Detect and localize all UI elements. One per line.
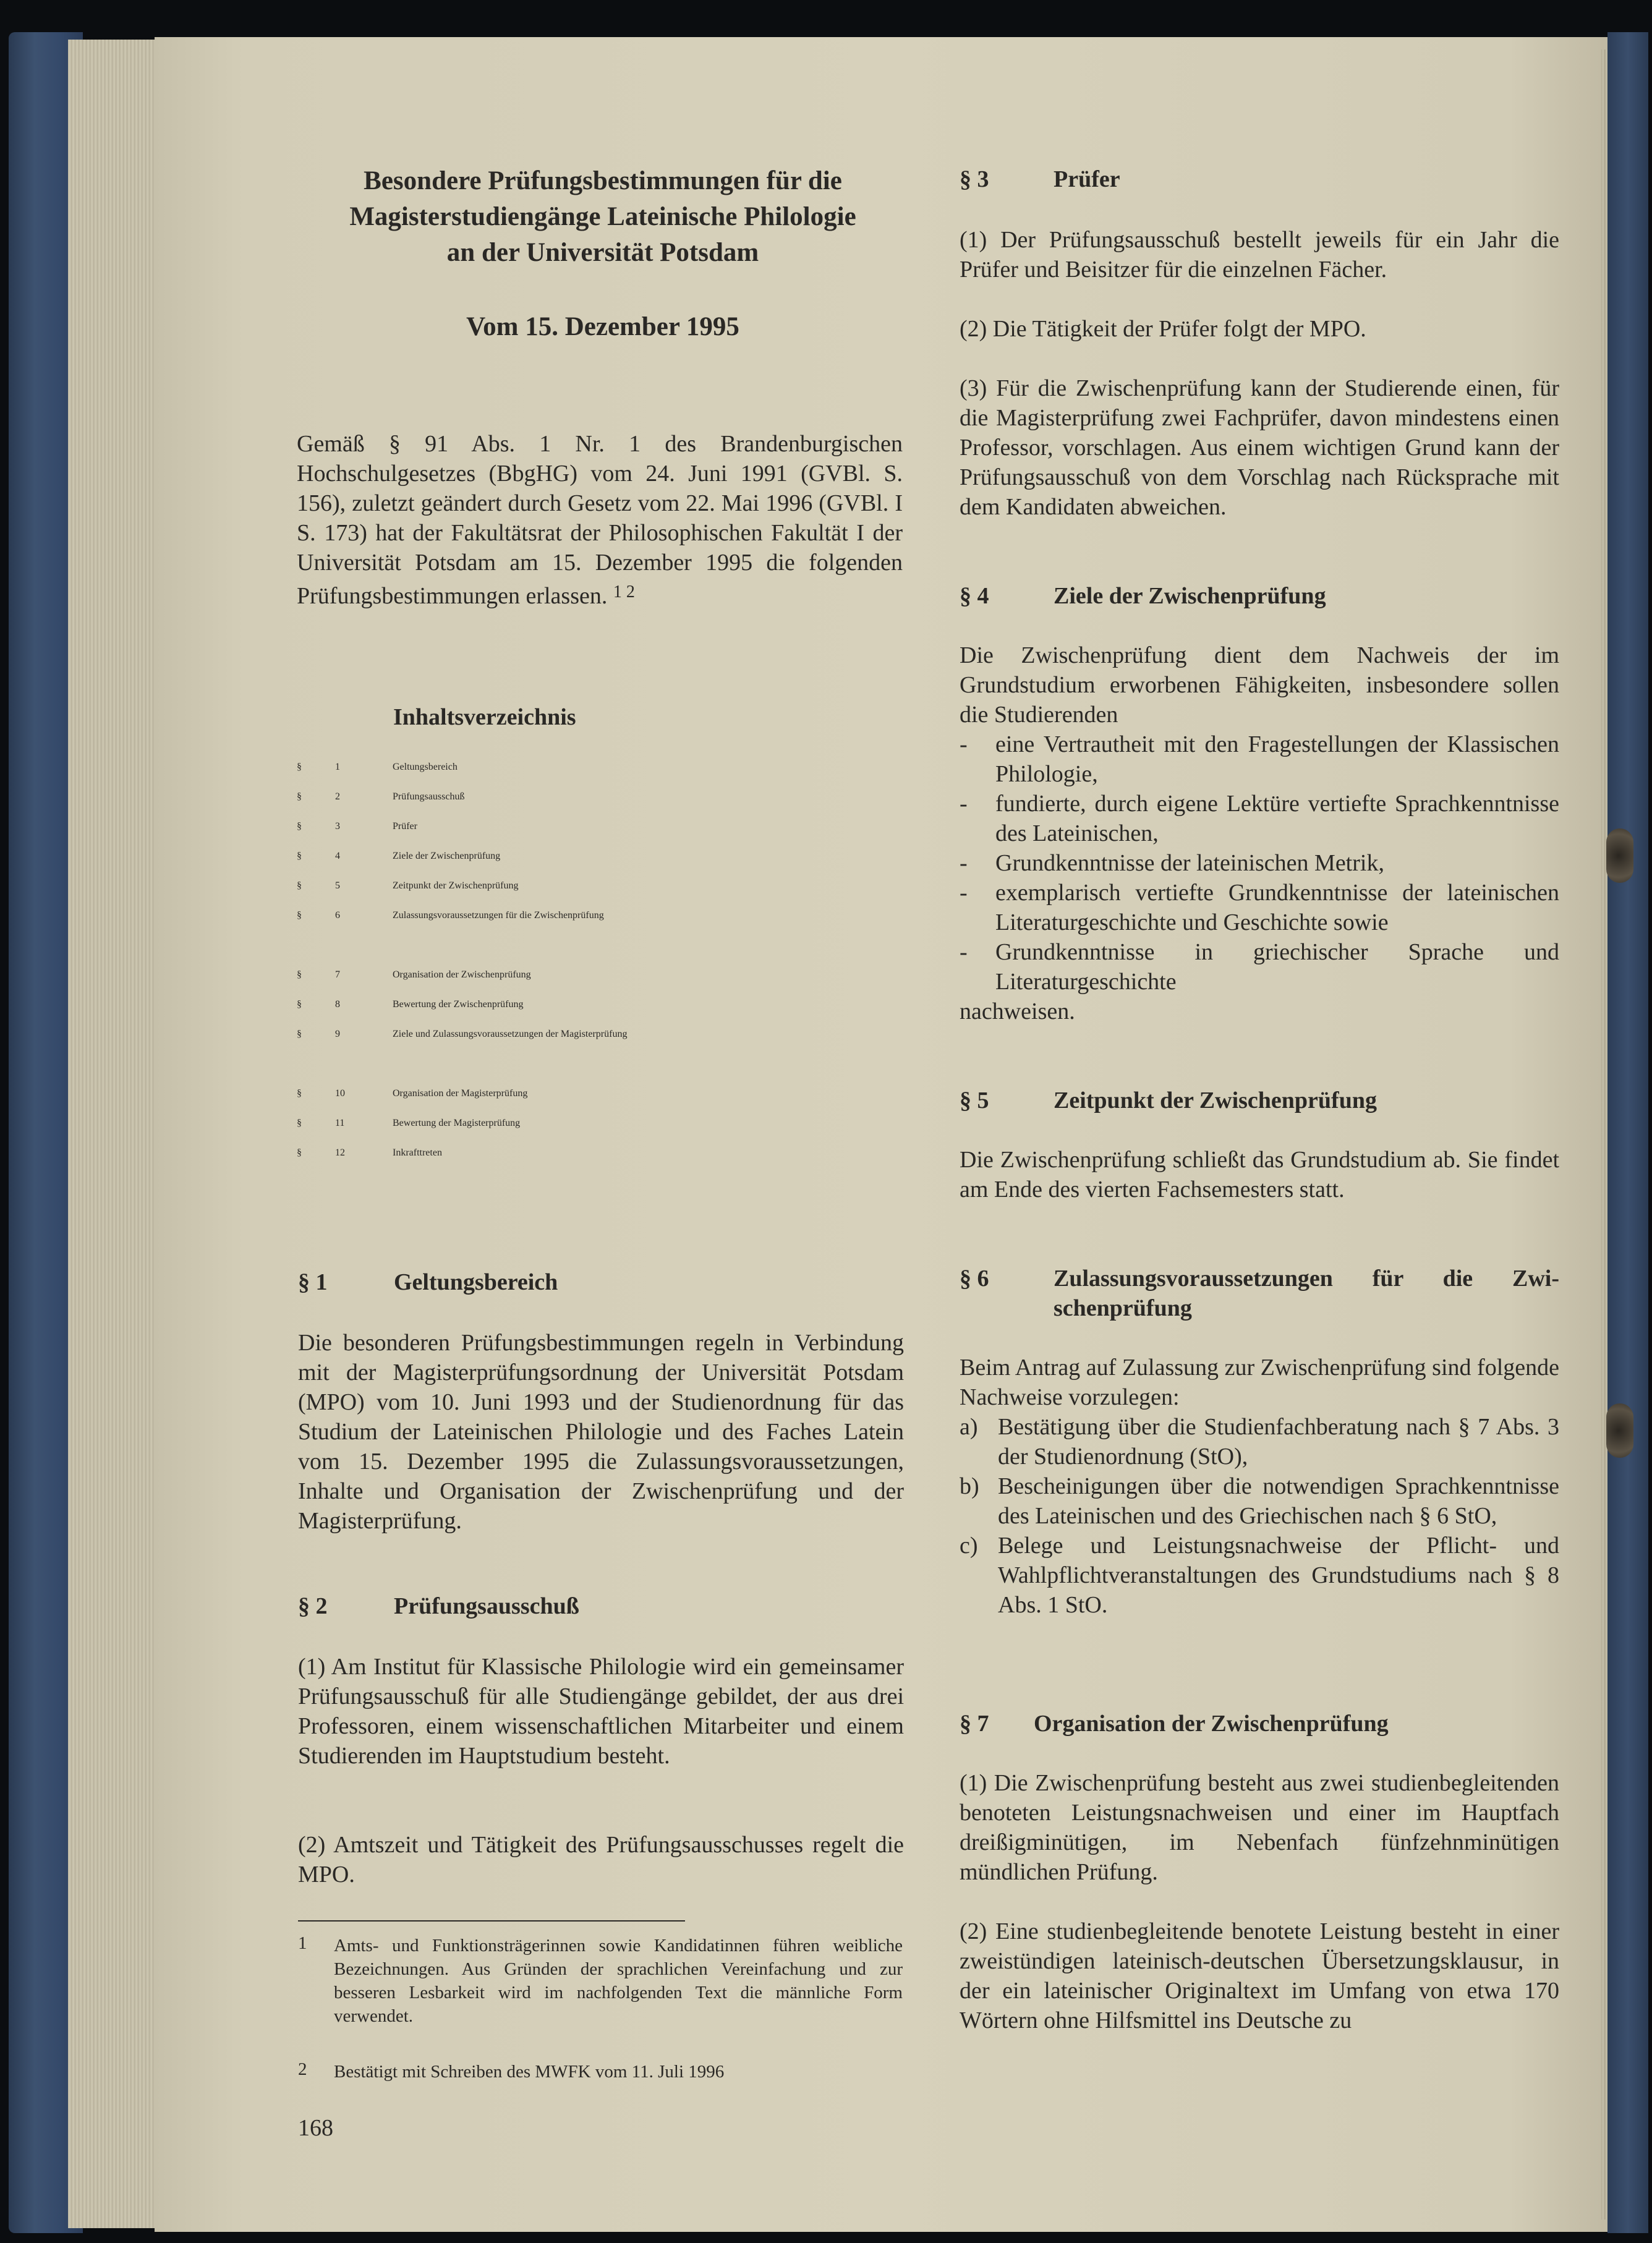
toc-section-symbol: § (297, 910, 302, 921)
section-number: § 2 (298, 1593, 328, 1619)
footnote-rule (298, 1920, 685, 1922)
list-item: - fundierte, durch eigene Lektüre vertiefte Sprachkenntnisse des Lateinischen, (960, 789, 1559, 848)
toc-item (297, 791, 915, 821)
footnote-text: Bestätigt mit Schreiben des MWFK vom 11. Juli 1996 (334, 2062, 725, 2082)
section-6-body (960, 1353, 1559, 1620)
toc-section-symbol: § (297, 791, 302, 802)
toc-item-number: 3 (335, 821, 340, 832)
toc-item-title: Bewertung der Magisterprüfung (393, 1118, 521, 1128)
binding-hole-top (1606, 828, 1633, 883)
toc-section-symbol: § (297, 999, 302, 1010)
list-item (960, 1471, 1559, 1531)
toc-item (297, 880, 915, 910)
footnote-number: 1 (298, 1933, 307, 1953)
toc-item-title: Organisation der Magisterprüfung (393, 1088, 528, 1099)
list-item: - Grundkenntnisse der lateinischen Metrik, (960, 848, 1559, 878)
toc-section-symbol: § (297, 851, 302, 861)
section-3-para-2: (2) Die Tätigkeit der Prüfer folgt der MPO. (960, 316, 1366, 342)
toc-item (297, 851, 915, 880)
list-item: - eine Vertrautheit mit den Fragestellungen der Klassischen Philologie, (960, 730, 1559, 789)
title-line-1: Besondere Prüfungsbestimmungen für die (364, 166, 842, 195)
list-item (960, 1531, 1559, 1620)
section-6-intro: Beim Antrag auf Zulassung zur Zwischenprüfung sind folgende Nachweise vorzulegen: (960, 1355, 1559, 1410)
section-3-para-1: (1) Der Prüfungsausschuß bestellt jeweils für ein Jahr die Prüfer und Beisitzer für die einzelnen Fächer. (960, 227, 1559, 283)
toc-item (297, 999, 915, 1029)
toc-section-symbol: § (297, 762, 302, 772)
toc-item (297, 910, 915, 940)
section-4-intro: Die Zwischenprüfung dient dem Nachweis der im Grundstudium erworbenen Fähigkeiten, insbesondere sollen die Studierenden (960, 642, 1559, 728)
list-item-text: Belege und Leistungsnachweise der Pflicht- und Wahlpflichtveranstaltungen des Grundstudiums nach § 8 Abs. 1 StO. (998, 1533, 1559, 1618)
toc-item-number: 10 (335, 1088, 345, 1099)
section-number: § 4 (960, 583, 989, 609)
section-4-list (960, 730, 1559, 997)
section-5-text: Die Zwischenprüfung schließt das Grundstudium ab. Sie findet am Ende des vierten Fachsemesters statt. (960, 1147, 1559, 1202)
binding-hole-bottom (1606, 1403, 1633, 1458)
section-title: Ziele der Zwischenprüfung (1054, 583, 1326, 609)
toc-item-number: 8 (335, 999, 340, 1010)
page-stack-left (68, 40, 167, 2228)
toc-item-number: 4 (335, 851, 340, 861)
section-6-list (960, 1412, 1559, 1620)
list-item: - Grundkenntnisse in griechischer Sprache und Literaturgeschichte (960, 937, 1559, 997)
toc-section-symbol: § (297, 1147, 302, 1158)
toc-item (297, 1118, 915, 1147)
toc-section-symbol: § (297, 821, 302, 832)
toc-item-number: 1 (335, 762, 340, 772)
toc-item (297, 1088, 915, 1118)
section-7-para-1: (1) Die Zwischenprüfung besteht aus zwei studienbegleitenden benoteten Leistungsnachweisen und einer im Hauptfach dreißigminütigen, im Nebenfach fünfzehnminütigen mündlichen Prüfung. (960, 1770, 1559, 1885)
preamble-footnote-refs: 1 2 (613, 582, 635, 602)
section-1-text: Die besonderen Prüfungsbestimmungen regeln in Verbindung mit der Magisterprüfungsordnung der Universität Potsdam (MPO) vom 10. Juni 1993 und der Studienordnung für das Studium der Lateinischen Philologie und des Faches Latein vom 15. Dezember 1995 die Zulassungsvoraussetzungen, Inhalte und Organisation der Zwischenprüfung und der Magisterprüfung. (298, 1330, 904, 1534)
list-item-label: b) (960, 1473, 979, 1499)
section-title: Organisation der Zwischenprüfung (1034, 1711, 1389, 1737)
toc-item-title: Bewertung der Zwischenprüfung (393, 999, 524, 1010)
section-6-heading (960, 1264, 1559, 1323)
section-number: § 3 (960, 166, 989, 192)
toc-section-symbol: § (297, 1118, 302, 1128)
book-cover-right (1607, 32, 1648, 2233)
toc-item (297, 1147, 915, 1177)
page-number: 168 (298, 2115, 333, 2141)
list-item-label: c) (960, 1533, 978, 1559)
section-title: Geltungsbereich (394, 1269, 558, 1295)
toc-item-title: Zulassungsvoraussetzungen für die Zwischenprüfung (393, 910, 604, 921)
preamble (297, 429, 903, 611)
section-7-para-2: (2) Eine studienbegleitende benotete Leistung besteht in einer zweistündigen lateinisch-deutschen Übersetzungsklausur, in der ein lateinischer Originaltext im Umfang von etwa 170 Wörtern ohne Hilfsmittel ins Deutsche zu (960, 1918, 1559, 2033)
section-3-para-3: (3) Für die Zwischenprüfung kann der Studierende einen, für die Magisterprüfung zwei Fachprüfer, davon mindestens einen Professor, vorschlagen. Aus einem wichtigen Grund kann der Prüfungsausschuß von dem Vorschlag nach Rücksprache mit dem Kandidaten abweichen. (960, 375, 1559, 520)
toc-item-number: 2 (335, 791, 340, 802)
section-4-body (960, 641, 1559, 1026)
footnote-number: 2 (298, 2059, 307, 2079)
toc-item-number: 9 (335, 1029, 340, 1039)
list-item-text: Bestätigung über die Studienfachberatung nach § 7 Abs. 3 der Studienordnung (StO), (998, 1414, 1559, 1470)
document-date: Vom 15. Dezember 1995 (466, 312, 739, 341)
toc-item (297, 762, 915, 791)
section-title: Prüfungsausschuß (394, 1593, 579, 1619)
toc-item-number: 12 (335, 1147, 345, 1158)
toc-section-symbol: § (297, 1088, 302, 1099)
toc-item-title: Inkrafttreten (393, 1147, 442, 1158)
toc-item-title: Geltungsbereich (393, 762, 458, 772)
section-number: § 7 (960, 1711, 989, 1737)
section-title-line-1: Zulassungsvoraussetzungen für die Zwi- (1054, 1266, 1559, 1292)
toc-item-number: 11 (335, 1118, 345, 1128)
footnote-text: Amts- und Funktionsträgerinnen sowie Kandidatinnen führen weibliche Bezeichnungen. Aus Gründen der sprachlichen Vereinfachung und zur besseren Lesbarkeit wird im nachfolgenden Text die männliche Form verwendet. (334, 1936, 903, 2026)
section-2-para-1: (1) Am Institut für Klassische Philologie wird ein gemeinsamer Prüfungsausschuß für alle Studiengänge gebildet, der aus drei Professoren, einem wissenschaftlichen Mitarbeiter und einem Studierenden im Hauptstudium besteht. (298, 1654, 904, 1769)
toc-item-title: Organisation der Zwischenprüfung (393, 969, 531, 980)
section-number: § 6 (960, 1266, 989, 1292)
title-line-3: an der Universität Potsdam (446, 238, 759, 267)
section-number: § 5 (960, 1087, 989, 1113)
section-title: Prüfer (1054, 166, 1120, 192)
toc-item-title: Prüfungsausschuß (393, 791, 465, 802)
section-2-para-2: (2) Amtszeit und Tätigkeit des Prüfungsausschusses regelt die MPO. (298, 1832, 904, 1888)
toc-item-title: Zeitpunkt der Zwischenprüfung (393, 880, 519, 891)
list-item-label: a) (960, 1414, 978, 1440)
section-4-outro: nachweisen. (960, 998, 1075, 1024)
toc-section-symbol: § (297, 1029, 302, 1039)
toc-item-title: Ziele der Zwischenprüfung (393, 851, 501, 861)
toc-item-number: 7 (335, 969, 340, 980)
toc-heading: Inhaltsverzeichnis (393, 704, 576, 730)
footnote-1 (298, 1934, 904, 2028)
section-title-line-2: schenprüfung (1054, 1295, 1192, 1321)
document-title (291, 163, 915, 271)
toc-section-symbol: § (297, 880, 302, 891)
toc-item-number: 6 (335, 910, 340, 921)
title-line-2: Magisterstudiengänge Lateinische Philologie (349, 202, 856, 231)
toc-item-number: 5 (335, 880, 340, 891)
toc-item (297, 1029, 915, 1058)
toc-item-title: Ziele und Zulassungsvoraussetzungen der Magisterprüfung (393, 1029, 628, 1039)
section-number: § 1 (298, 1269, 328, 1295)
toc-item (297, 969, 915, 999)
toc-item-title: Prüfer (393, 821, 417, 832)
list-item-text: Bescheinigungen über die notwendigen Sprachkenntnisse des Lateinischen und des Griechischen nach § 6 StO, (998, 1473, 1559, 1529)
preamble-text: Gemäß § 91 Abs. 1 Nr. 1 des Brandenburgischen Hochschulgesetzes (BbgHG) vom 24. Juni 1991 (GVBl. S. 156), zuletzt geändert durch Gesetz vom 22. Mai 1996 (GVBl. I S. 173) hat der Fakultätsrat der Philosophischen Fakultät I der Universität Potsdam am 15. Dezember 1995 die folgenden Prüfungsbestimmungen erlassen. (297, 431, 903, 609)
toc-section-symbol: § (297, 969, 302, 980)
section-title: Zeitpunkt der Zwischenprüfung (1054, 1087, 1377, 1113)
toc-item (297, 821, 915, 851)
footnote-2 (298, 2060, 904, 2083)
list-item: - exemplarisch vertiefte Grundkenntnisse der lateinischen Literaturgeschichte und Geschichte sowie (960, 878, 1559, 937)
list-item (960, 1412, 1559, 1471)
